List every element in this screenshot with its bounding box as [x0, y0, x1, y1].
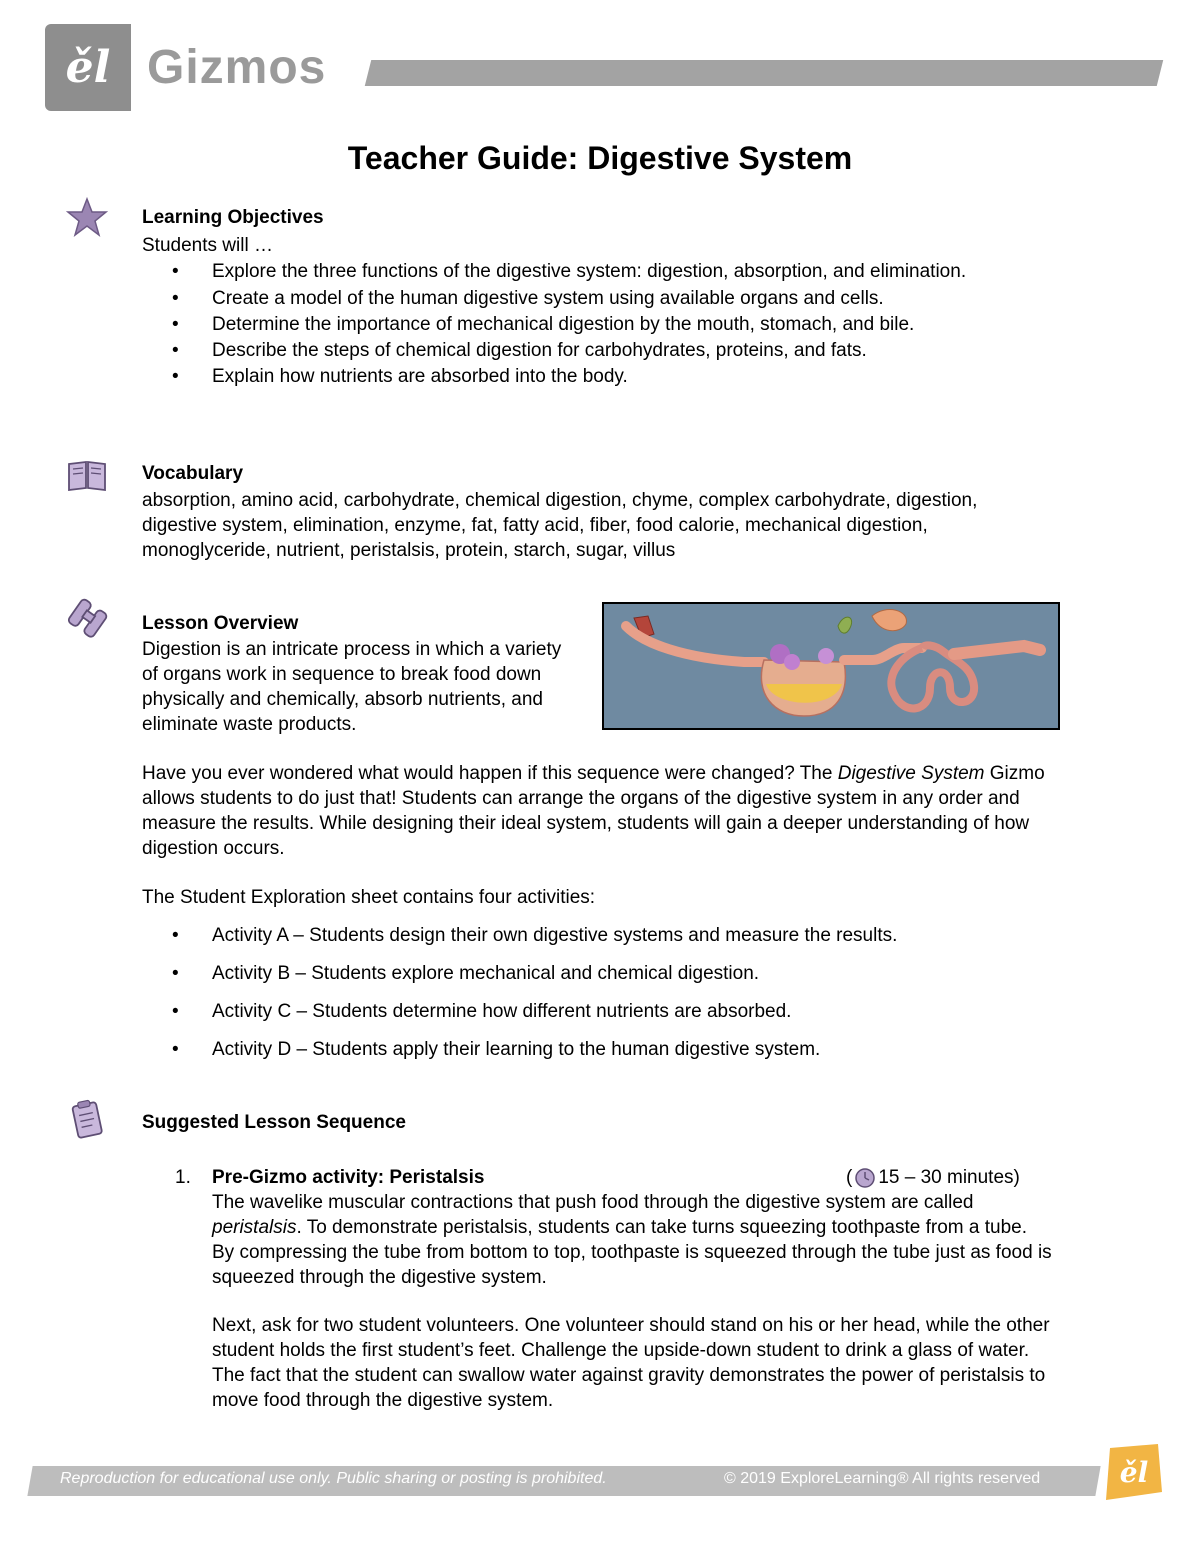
list-item: • Explain how nutrients are absorbed into the body. — [142, 364, 1022, 389]
digestive-system-diagram — [602, 602, 1060, 730]
explorelearning-logo — [45, 24, 131, 111]
explorelearning-footer-logo — [1096, 1442, 1166, 1502]
list-item: • Activity A – Students design their own digestive systems and measure the results. — [142, 923, 1042, 948]
step-paragraph-1: The wavelike muscular contractions that push food through the digestive system are called peristalsis. To demonstrate peristalsis, students can take turns squeezing toothpaste from a tube. By compressing the tube from bottom to top, toothpaste is squeezed through the tube just as food is squeezed through the digestive system. — [212, 1192, 1052, 1288]
step-duration: ( 15 – 30 minutes) — [846, 1167, 1020, 1188]
step-paragraph-2: Next, ask for two student volunteers. One volunteer should stand on his or her head, while the other student holds the first student’s feet. Challenge the upside-down student to drink a glass of water. The fact that the student can swallow water against gravity demonstrates the power of peristalsis to move food through the digestive system. — [212, 1315, 1050, 1411]
learning-objectives-heading: Learning Objectives — [142, 207, 324, 228]
list-item: • Create a model of the human digestive system using available organs and cells. — [142, 286, 1022, 311]
list-item: • Describe the steps of chemical digestion for carbohydrates, proteins, and fats. — [142, 338, 1022, 363]
header-bar — [365, 60, 1163, 86]
footer-copyright: © 2019 ExploreLearning® All rights reserved — [724, 1470, 1041, 1487]
binoculars-icon — [66, 598, 108, 640]
svg-text:ěl: ěl — [1119, 1456, 1149, 1489]
objectives-intro: Students will … — [142, 235, 273, 256]
brand-name: Gizmos — [147, 41, 327, 94]
footer-notice: Reproduction for educational use only. Public sharing or posting is prohibited. — [60, 1470, 607, 1487]
step-title: Pre-Gizmo activity: Peristalsis — [212, 1167, 485, 1188]
clipboard-icon — [66, 1098, 108, 1140]
vocabulary-text: absorption, amino acid, carbohydrate, chemical digestion, chyme, complex carbohydrate, digestion, digestive system, elimination, enzyme, fat, fatty acid, fiber, food calorie, mechanical digestion, monoglyceride, nutrient, peristalsis, protein, starch, sugar, villus — [142, 490, 978, 561]
digestive-tract-illustration — [604, 604, 1058, 728]
list-item: • Activity D – Students apply their learning to the human digestive system. — [142, 1037, 1042, 1062]
book-icon — [66, 454, 108, 496]
activities-intro: The Student Exploration sheet contains four activities: — [142, 887, 596, 908]
star-icon — [66, 196, 108, 238]
list-item: • Determine the importance of mechanical digestion by the mouth, stomach, and bile. — [142, 312, 1022, 337]
list-item: • Activity B – Students explore mechanical and chemical digestion. — [142, 961, 1042, 986]
page-title: Teacher Guide: Digestive System — [347, 140, 853, 176]
overview-intro: Digestion is an intricate process in which a variety of organs work in sequence to break food down physically and chemically, absorb nutrients, and eliminate waste products. — [142, 639, 562, 735]
objectives-list — [142, 259, 1022, 389]
term-peristalsis: peristalsis — [212, 1217, 297, 1238]
logo-glyph: ěl — [65, 42, 111, 93]
lesson-sequence-heading: Suggested Lesson Sequence — [142, 1112, 406, 1133]
clock-icon — [854, 1167, 876, 1189]
activities-list — [142, 923, 1042, 1062]
list-item: • Explore the three functions of the digestive system: digestion, absorption, and elimination. — [142, 259, 972, 284]
vocabulary-heading: Vocabulary — [142, 463, 244, 484]
list-item: • Activity C – Students determine how different nutrients are absorbed. — [142, 999, 1042, 1024]
overview-paragraph-2: Have you ever wondered what would happen if this sequence were changed? The Digestive System Gizmo allows students to do just that! Students can arrange the organs of the digestive system in any order and measure the results. While designing their ideal system, students will gain a deeper understanding of how digestion occurs. — [142, 763, 1045, 859]
step-number: 1. — [175, 1167, 191, 1188]
gizmo-name: Digestive System — [837, 763, 985, 784]
lesson-overview-heading: Lesson Overview — [142, 613, 299, 634]
